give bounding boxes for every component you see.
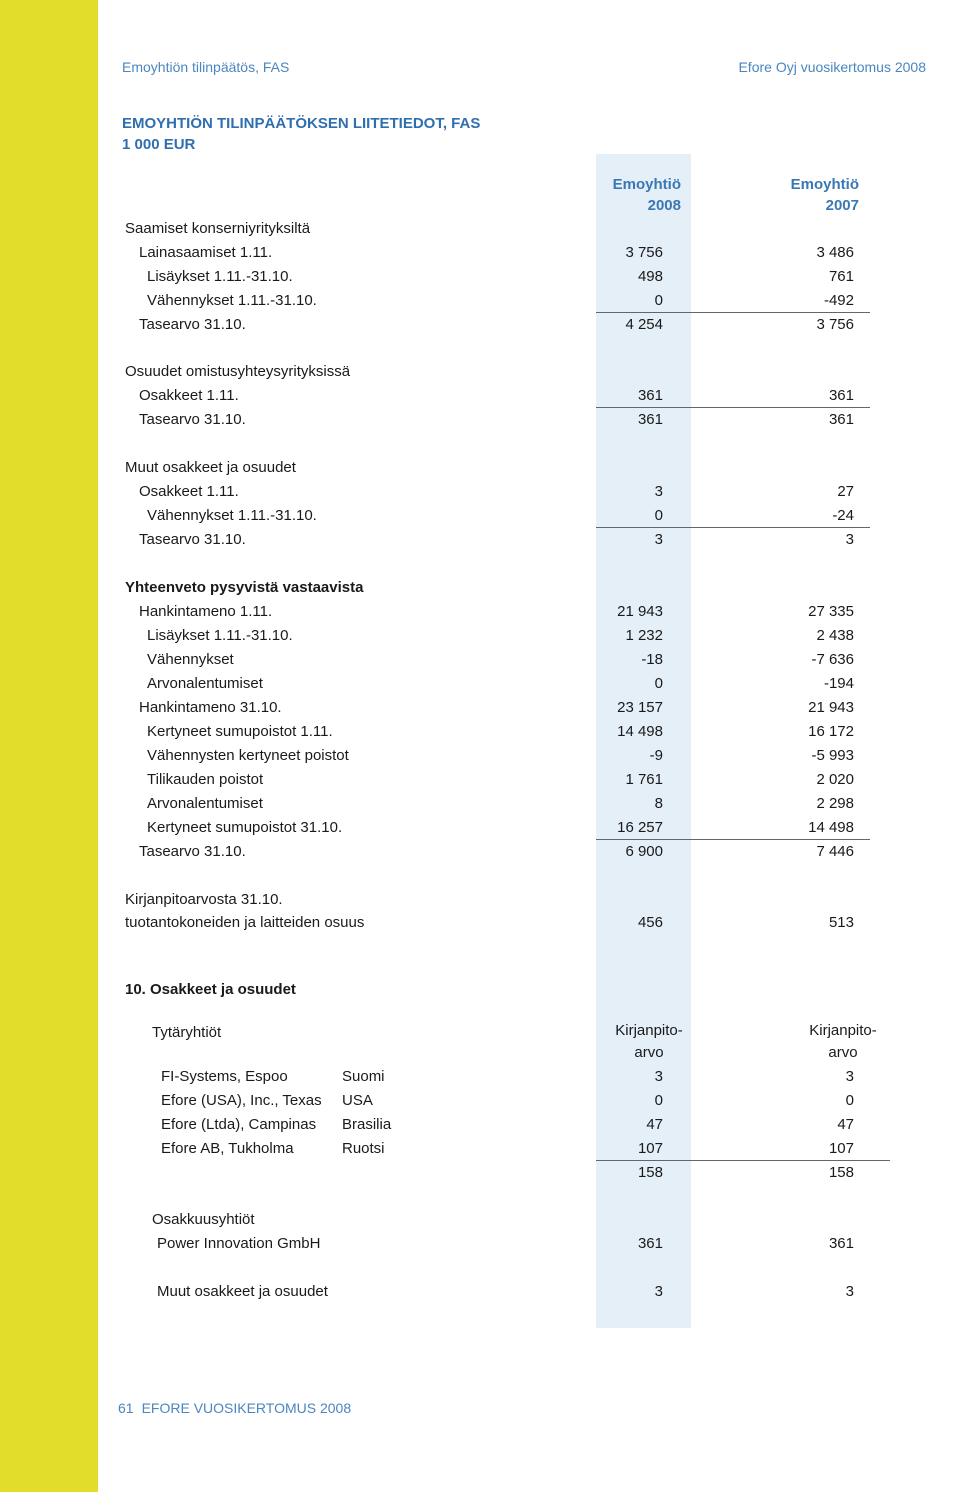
column-header-2008-label: Emoyhtiö [612,176,681,193]
sum-rule [596,527,870,528]
value-col1: 3 [654,1283,663,1300]
page-subtitle-unit: 1 000 EUR [122,136,196,153]
row-label: Osuudet omistusyhteysyrityksissä [125,363,351,380]
company-name: Efore (USA), Inc., Texas [161,1092,322,1109]
value-2007: 2 298 [816,795,854,812]
column-header-book-value-2a: Kirjanpito- [809,1022,877,1039]
column-header-book-value-1a: Kirjanpito- [615,1022,683,1039]
row-label: Osakkeet 1.11. [139,387,239,404]
company-country: USA [342,1092,373,1109]
value-2007: 361 [828,387,854,404]
value-2008: 361 [637,387,663,404]
column-header-2007-year: 2007 [825,197,859,214]
sum-rule [596,312,870,313]
value-2007: 7 446 [816,843,854,860]
value-2007: 27 [837,483,854,500]
table-row [0,290,960,312]
value-col2: 3 [845,1068,854,1085]
table-row [0,577,960,599]
table-row [0,673,960,695]
value-2007: 16 172 [808,723,854,740]
value-2008: 8 [654,795,663,812]
value-2008: 6 900 [625,843,663,860]
row-label: Osakkeet 1.11. [139,483,239,500]
company-name: FI-Systems, Espoo [161,1068,288,1085]
section-heading: Yhteenveto pysyvistä vastaavista [125,579,364,596]
company-country: Brasilia [342,1116,392,1133]
value-2007: 3 [845,531,854,548]
value-2007: -492 [823,292,854,309]
value-col2: 361 [828,1235,854,1252]
value-2007: 3 486 [816,244,854,261]
running-header-left: Emoyhtiön tilinpäätös, FAS [122,59,290,75]
value-2008: 1 232 [625,627,663,644]
value-col2: 107 [828,1140,854,1157]
value-col2: 3 [845,1283,854,1300]
table-row [0,457,960,479]
value-2008: 0 [654,675,663,692]
value-2008: 3 756 [625,244,663,261]
table-row [0,266,960,288]
table-row [0,793,960,815]
table-row [0,769,960,791]
row-label: Arvonalentumiset [147,675,263,692]
value-col1: 361 [637,1235,663,1252]
row-label: Tasearvo 31.10. [139,531,246,548]
table-row [0,1162,960,1184]
table-row [0,1233,960,1255]
value-2008: 3 [654,531,663,548]
row-label: Vähennysten kertyneet poistot [147,747,349,764]
row-label: Kertyneet sumupoistot 31.10. [147,819,343,836]
sum-rule [596,839,870,840]
table-row [0,1138,960,1160]
value-2007: -7 636 [811,651,854,668]
value-col1: 107 [637,1140,663,1157]
page-footer [118,1400,351,1416]
row-label: Hankintameno 31.10. [139,699,282,716]
value-2007: 3 756 [816,316,854,333]
footer-text: EFORE VUOSIKERTOMUS 2008 [141,1400,352,1416]
sum-rule [596,1160,890,1161]
table-row [0,505,960,527]
column-header-2008-year: 2008 [647,197,681,214]
value-2008: 4 254 [625,316,663,333]
value-2007: 2 020 [816,771,854,788]
value-2008: 14 498 [617,723,663,740]
row-label: Vähennykset [147,651,234,668]
company-country: Ruotsi [342,1140,385,1157]
value-col1: 3 [654,1068,663,1085]
value-col2: 47 [837,1116,854,1133]
row-label: Muut osakkeet ja osuudet [157,1283,328,1300]
table-row [0,601,960,623]
value-2007: 761 [828,268,854,285]
section-heading: 10. Osakkeet ja osuudet [125,981,296,998]
table-row [0,529,960,551]
table-row [0,721,960,743]
table-row [0,979,960,1001]
row-label: Kertyneet sumupoistot 1.11. [147,723,333,740]
table-row [0,697,960,719]
row-label: Tasearvo 31.10. [139,411,246,428]
value-2007: 14 498 [808,819,854,836]
table-row [0,481,960,503]
table-row [0,314,960,336]
table-row [0,745,960,767]
value-2008: -18 [641,651,663,668]
table-row [0,1209,960,1231]
value-2007: -24 [832,507,854,524]
row-label: Tasearvo 31.10. [139,316,246,333]
total-col1: 158 [637,1164,663,1181]
value-2007: -194 [823,675,854,692]
running-header-right: Efore Oyj vuosikertomus 2008 [738,59,926,75]
table-row [0,385,960,407]
row-label: Tilikauden poistot [147,771,264,788]
table-row [0,1114,960,1136]
row-label: Lisäykset 1.11.-31.10. [147,268,293,285]
table-row [0,409,960,431]
row-label: Vähennykset 1.11.-31.10. [147,292,317,309]
table-row [0,1090,960,1112]
company-country: Suomi [342,1068,385,1085]
column-header-2007-label: Emoyhtiö [790,176,859,193]
table-row [0,625,960,647]
table-row [0,841,960,863]
value-2008: 0 [654,292,663,309]
row-label: Lisäykset 1.11.-31.10. [147,627,293,644]
associates-label: Osakkuusyhtiöt [152,1211,255,1228]
value-col1: 0 [654,1092,663,1109]
value-2008: 498 [637,268,663,285]
page-number: 61 [118,1400,134,1416]
table-row [0,889,960,911]
table-row [0,817,960,839]
sum-rule [596,407,870,408]
value-2008: 16 257 [617,819,663,836]
row-label: tuotantokoneiden ja laitteiden osuus [125,914,365,931]
value-2007: 2 438 [816,627,854,644]
value-2008: 361 [637,411,663,428]
table-row [0,218,960,240]
value-2007: 21 943 [808,699,854,716]
total-col2: 158 [828,1164,854,1181]
table-row [0,1066,960,1088]
subsidiaries-label: Tytäryhtiöt [152,1024,222,1041]
page-title: EMOYHTIÖN TILINPÄÄTÖKSEN LIITETIEDOT, FAS [122,115,481,132]
value-2008: 21 943 [617,603,663,620]
value-2008: 1 761 [625,771,663,788]
value-2008: 23 157 [617,699,663,716]
row-label: Muut osakkeet ja osuudet [125,459,296,476]
row-label: Saamiset konserniyrityksiltä [125,220,311,237]
table-row [0,912,960,934]
value-2007: 27 335 [808,603,854,620]
row-label: Tasearvo 31.10. [139,843,246,860]
value-2008: 0 [654,507,663,524]
table-row [0,242,960,264]
table-row [0,649,960,671]
company-name: Efore AB, Tukholma [161,1140,294,1157]
value-2007: 513 [828,914,854,931]
table-row [0,1281,960,1303]
value-2008: 456 [637,914,663,931]
table-row [0,361,960,383]
value-2008: -9 [649,747,663,764]
row-label: Vähennykset 1.11.-31.10. [147,507,317,524]
row-label: Lainasaamiset 1.11. [139,244,273,261]
value-2008: 3 [654,483,663,500]
column-header-book-value-1b: arvo [634,1044,664,1061]
value-col2: 0 [845,1092,854,1109]
value-col1: 47 [646,1116,663,1133]
company-name: Power Innovation GmbH [157,1235,321,1252]
value-2007: -5 993 [811,747,854,764]
company-name: Efore (Ltda), Campinas [161,1116,317,1133]
value-2007: 361 [828,411,854,428]
row-label: Kirjanpitoarvosta 31.10. [125,891,283,908]
row-label: Hankintameno 1.11. [139,603,273,620]
row-label: Arvonalentumiset [147,795,263,812]
column-header-book-value-2b: arvo [828,1044,858,1061]
